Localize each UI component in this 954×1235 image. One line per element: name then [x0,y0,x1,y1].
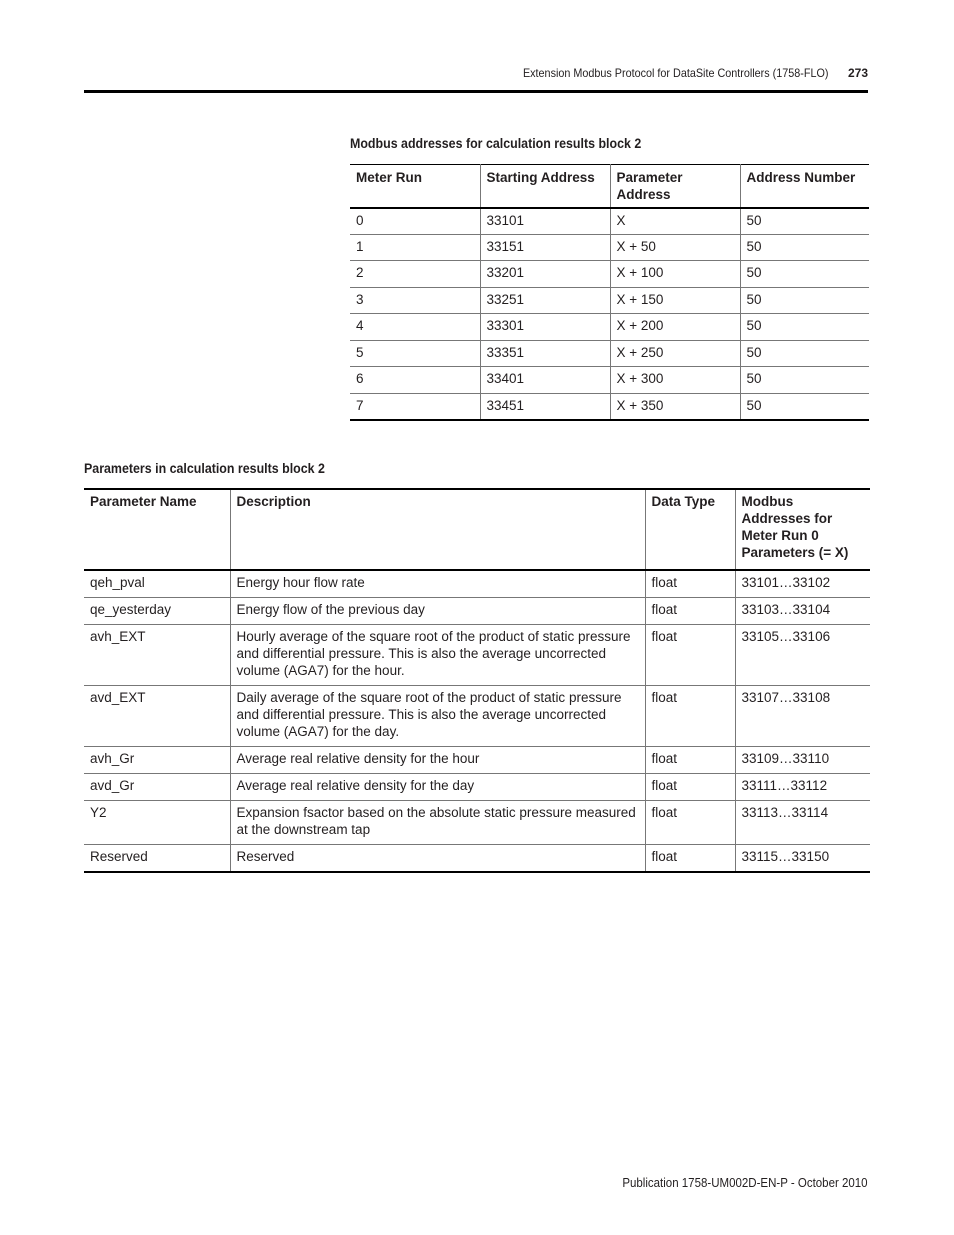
table-cell: 33101…33102 [735,570,870,598]
table-cell: 7 [350,393,480,420]
table-cell: 50 [740,261,869,288]
table-row [350,261,869,288]
table-cell: X + 150 [610,287,740,314]
table-row [350,234,869,261]
table-cell: 33201 [480,261,610,288]
table-header-row [350,165,869,208]
table-header-row [84,489,870,570]
publication-footer: Publication 1758-UM002D-EN-P - October 2010 [622,1176,868,1190]
table-cell: avd_EXT [84,686,230,747]
modbus-addresses-table [350,164,869,421]
table-row [84,801,870,845]
table-cell: X + 300 [610,367,740,394]
table-cell: avd_Gr [84,774,230,801]
table-cell: Energy hour flow rate [230,570,645,598]
table-cell: avh_Gr [84,747,230,774]
table-cell: X + 100 [610,261,740,288]
table-cell: float [645,747,735,774]
table-cell: X + 250 [610,340,740,367]
table-row [84,845,870,873]
table-cell: Reserved [84,845,230,873]
table-cell: 33251 [480,287,610,314]
table-cell: 50 [740,393,869,420]
table-cell: 50 [740,367,869,394]
table-cell: Energy flow of the previous day [230,598,645,625]
table-cell: 33101 [480,208,610,235]
table-row [350,367,869,394]
table-cell: 2 [350,261,480,288]
table-cell: qe_yesterday [84,598,230,625]
table-cell: float [645,598,735,625]
table-cell: X + 350 [610,393,740,420]
table-cell: 33103…33104 [735,598,870,625]
column-header: Parameter Address [610,165,740,208]
table-cell: X [610,208,740,235]
table-cell: 33105…33106 [735,625,870,686]
column-header: Description [230,489,645,570]
table-cell: 50 [740,287,869,314]
table-cell: 50 [740,314,869,341]
table-row [350,208,869,235]
page-number: 273 [847,66,868,80]
table-cell: Average real relative density for the hour [230,747,645,774]
table-cell: X + 50 [610,234,740,261]
table-row [350,340,869,367]
table-cell: 33401 [480,367,610,394]
table-cell: Average real relative density for the day [230,774,645,801]
column-header: Address Number [740,165,869,208]
table-cell: 5 [350,340,480,367]
table-row [350,287,869,314]
header-title: Extension Modbus Protocol for DataSite Controllers (1758-FLO) [522,66,828,80]
table-cell: float [645,686,735,747]
table-cell: Y2 [84,801,230,845]
table-cell: Expansion fsactor based on the absolute static pressure measured at the downstream tap [230,801,645,845]
table-row [350,314,869,341]
table-cell: Reserved [230,845,645,873]
page-header [84,66,868,93]
table-row [84,625,870,686]
column-header: Data Type [645,489,735,570]
table-cell: 33151 [480,234,610,261]
table-row [84,686,870,747]
table-cell: qeh_pval [90,575,145,590]
table1-caption: Modbus addresses for calculation results block 2 [350,136,642,151]
table-cell: 33111…33112 [735,774,870,801]
table-cell: 33451 [480,393,610,420]
column-header: Parameter Name [84,489,230,570]
table-row [84,570,870,598]
table-cell: 4 [350,314,480,341]
table-cell: Hourly average of the square root of the product of static pressure and differential pressure. This is also the average uncorrected volume (AGA7) for the hour. [230,625,645,686]
table-row [84,747,870,774]
table-cell: 33109…33110 [735,747,870,774]
table-row [350,393,869,420]
table-cell: Daily average of the square root of the product of static pressure and differential pressure. This is also the average uncorrected volume (AGA7) for the day. [230,686,645,747]
table-cell: avh_EXT [84,625,230,686]
table-cell: float [645,625,735,686]
table-cell: float [645,570,735,598]
table-cell: X + 200 [610,314,740,341]
table2-caption: Parameters in calculation results block 2 [84,461,325,476]
table-cell: float [645,845,735,873]
table-cell: 33115…33150 [735,845,870,873]
table-cell: float [645,774,735,801]
table-cell: 3 [350,287,480,314]
table-cell: 33301 [480,314,610,341]
table-cell: 50 [740,340,869,367]
table-cell: 33107…33108 [735,686,870,747]
table-cell: float [645,801,735,845]
table-row [84,774,870,801]
column-header: Modbus Addresses for Meter Run 0 Parameters (= X) [735,489,870,570]
table-cell: 0 [356,212,364,228]
column-header: Meter Run [350,165,480,208]
table-cell: 50 [740,208,869,235]
table-cell: 50 [740,234,869,261]
table-row [84,598,870,625]
table-cell: 33113…33114 [735,801,870,845]
table-cell: 33351 [480,340,610,367]
table-cell: 6 [350,367,480,394]
table-cell: 1 [350,234,480,261]
column-header: Starting Address [480,165,610,208]
parameters-table [84,488,870,873]
